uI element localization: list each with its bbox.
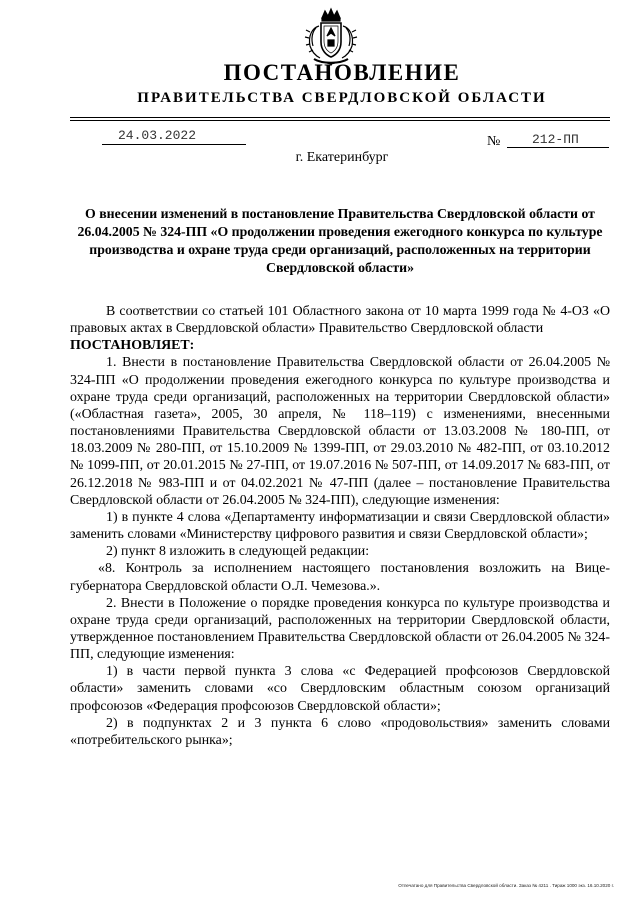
body-paragraph: 2) в подпунктах 2 и 3 пункта 6 слово «продовольствия» заменить словами «потребительского рынка»; [70, 715, 610, 748]
document-date-field [102, 128, 246, 145]
body-paragraph: 2) пункт 8 изложить в следующей редакции: [106, 544, 370, 560]
document-number-field [507, 132, 609, 148]
document-subject-title: О внесении изменений в постановление Правительства Свердловской области от 26.04.2005 № 324-ПП «О продолжении проведения ежегодного конкурса по культуре производства и охране труда среди организаций, расположенных на территории Свердловской области» [77, 206, 603, 275]
header-divider-top [70, 117, 610, 118]
document-body [70, 303, 610, 749]
resolves-heading: ПОСТАНОВЛЯЕТ: [70, 338, 195, 354]
document-number: 212-ПП [532, 132, 579, 147]
document-city: г. Екатеринбург [295, 150, 389, 165]
sverdlovsk-coat-of-arms-icon [302, 6, 360, 66]
document-type-title: ПОСТАНОВЛЕНИЕ [223, 60, 461, 85]
header-divider-bottom [70, 120, 610, 121]
document-date: 24.03.2022 [118, 128, 197, 143]
body-paragraph: 1. Внести в постановление Правительства Свердловской области от 26.04.2005 № 324-ПП «О продолжении проведения ежегодного конкурса по культуре производства и охране труда среди организаций, расположенных на территории Свердловской области» («Областная газета», 2005, 30 апреля, № 118–119) с изменениями, внесенными постановлениями Правительства Свердловской области от 13.03.2008 № 180-ПП, от 18.03.2009 № 280-ПП, от 15.10.2009 № 1399-ПП, от 29.03.2010 № 482-ПП, от 03.10.2012 № 1099-ПП, от 20.01.2015 № 27-ПП, от 19.07.2016 № 507-ПП, от 14.09.2017 № 683-ПП, от 26.12.2018 № 983-ПП и от 04.02.2021 № 47-ПП (далее – постановление Правительства Свердловской области от 26.04.2005 № 324-ПП), следующие изменения: [70, 355, 610, 508]
body-paragraph: 1) в части первой пункта 3 слова «с Федерацией профсоюзов Свердловской области» заменить словами «со Свердловским областным союзом организаций профсоюзов «Федерация профсоюзов Свердловской области»; [70, 664, 610, 714]
print-footer: Отпечатано для Правительства Свердловской области. Заказ № 4211 . Тираж 1000 экз. 16.10.2020 г. [398, 883, 614, 888]
body-paragraph: 1) в пункте 4 слова «Департаменту информатизации и связи Свердловской области» заменить словами «Министерству цифрового развития и связи Свердловской области»; [70, 509, 610, 543]
preamble-paragraph: В соответствии со статьей 101 Областного закона от 10 марта 1999 года № 4-ОЗ «О правовых актах в Свердловской области» Правительство Свердловской области [70, 304, 610, 337]
body-paragraph: 2. Внести в Положение о порядке проведения конкурса по культуре производства и охране труда среди организаций, расположенных на территории Свердловской области, утвержденное постановлением Правительства Свердловской области от 26.04.2005 № 324-ПП, следующие изменения: [70, 595, 610, 663]
document-number-label: № [487, 134, 501, 149]
quoted-paragraph: «8. Контроль за исполнением настоящего постановления возложить на Вице-губернатора Свердловской области О.Л. Чемезова.». [70, 561, 610, 594]
document-issuer: ПРАВИТЕЛЬСТВА СВЕРДЛОВСКОЙ ОБЛАСТИ [137, 90, 547, 106]
